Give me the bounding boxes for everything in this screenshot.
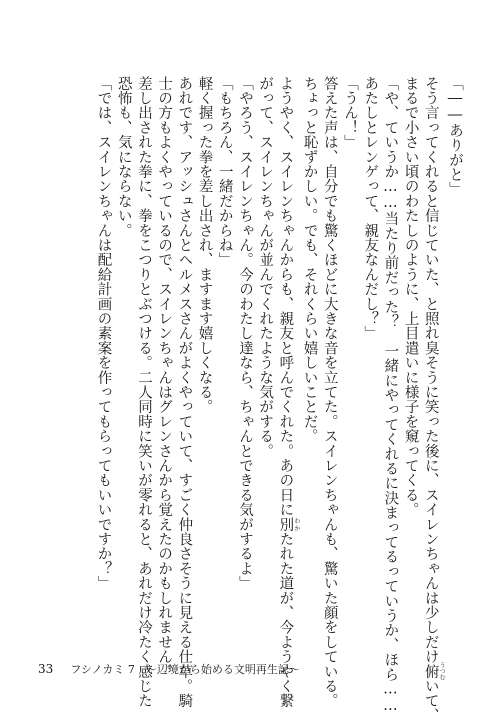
text-line-10: がって、スイレンちゃんが並んでくれたような気がする。	[257, 76, 274, 459]
ruby-base: 俯	[422, 662, 439, 681]
page-footer	[38, 658, 458, 681]
text-line-2	[421, 76, 446, 723]
page-number: 33	[38, 662, 54, 676]
ruby-word-wakare	[277, 517, 300, 532]
text-line-4: 「や、ていうか……当たり前だった？ 一緒にやってくれるに決まってるっていうか、ほら……	[382, 76, 399, 715]
ruby-base: 別	[277, 517, 294, 532]
text-line-16: 差し出された拳に、拳をこつりとぶつける。二人同時に笑いが零れると、あれだけ冷たく感じた	[135, 76, 152, 709]
text-line-18: 「では、スイレンちゃんは配給計画の素案を作ってもらってもいいですか？」	[95, 76, 112, 591]
text-line-3: まるで小さい頃のわたしのように、上目遣いに様子を窺ってくる。	[402, 76, 419, 517]
text-line-12: 「もちろん、一緒だからね」	[216, 76, 233, 268]
text-line-14: あれです、アッシュさんとヘルメスさんがよくやっていて、すごく仲良さそうに見える仕草。騎	[176, 76, 193, 709]
text-line-5: あたしとレンゲって、親友なんだし？」	[362, 76, 379, 341]
text-line-7: 答えた声は、自分でも驚くほどに大きな音を立てた。スイレンちゃんも、驚いた顔をしている。	[321, 76, 338, 709]
text-line-6: 「うん！」	[341, 76, 358, 150]
text-line-13: 軽く握った拳を差し出され、ますます嬉しくなる。	[196, 76, 213, 415]
text-line-8: ちょっと恥ずかしい。でも、それくらい嬉しいことだ。	[301, 76, 318, 444]
ruby-reading: うつむ	[438, 662, 446, 681]
ruby-reading: わか	[292, 517, 300, 532]
text-line-2-tail: いて、	[422, 678, 439, 723]
text-line-17: 恐怖も、気にならない。	[115, 76, 132, 238]
text-line-2-main: そう言ってくれると信じていた、と照れ臭そうに笑った後に、スイレンちゃんは少しだけ	[422, 76, 439, 664]
text-line-1: 「――ありがと」	[447, 76, 463, 197]
text-line-11: 「やろう、スイレンちゃん。今のわたし達なら、ちゃんとできる気がするよ」	[236, 76, 253, 591]
text-line-9-main: ようやく、スイレンちゃんからも、親友と呼んでくれた。あの日に	[277, 76, 294, 517]
text-line-15: 士の方もよくやっているので、スイレンちゃんはグレンさんから覚えたのかもしれません。	[156, 76, 173, 679]
running-title: フシノカミ 7 ～辺境から始める文明再生記～	[70, 663, 300, 676]
text-line-9-tail: たれた道が、今ようやく繋	[277, 531, 294, 709]
text-line-9	[275, 76, 300, 709]
